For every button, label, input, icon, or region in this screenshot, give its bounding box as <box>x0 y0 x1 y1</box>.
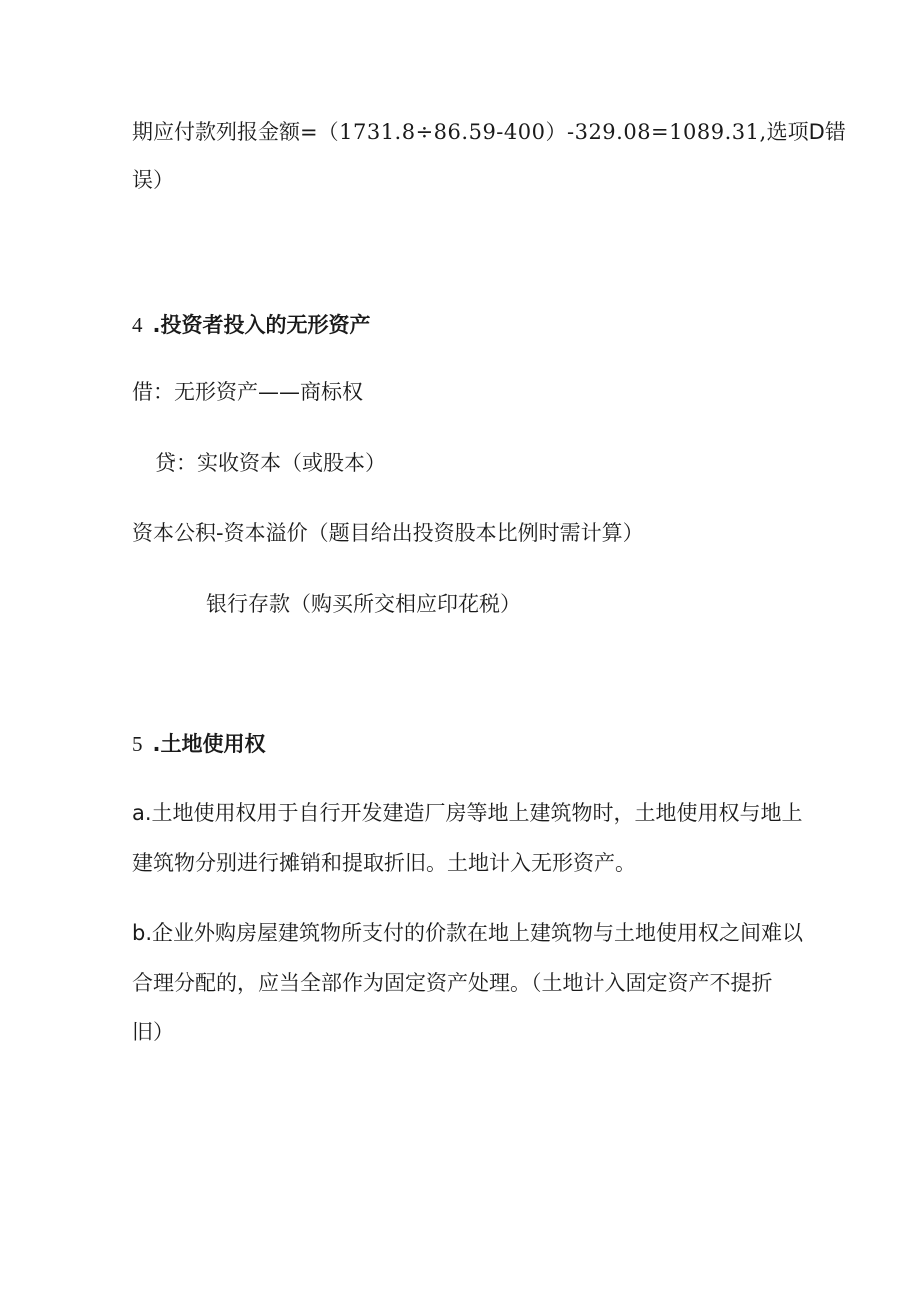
journal-entry-debit: 借：无形资产——商标权 <box>132 380 363 404</box>
paragraph-b-line: b.企业外购房屋建筑物所支付的价款在地上建筑物与土地使用权之间难以 <box>132 921 804 945</box>
formula-suffix: 选项D错 <box>766 120 846 144</box>
formula-expression: （1731.8÷86.59-400）-329.08=1089.31, <box>317 120 767 144</box>
section-heading <box>132 730 265 758</box>
formula-line-continued: 误） <box>132 168 174 192</box>
section-number: 5 <box>132 732 143 756</box>
journal-entry-capital-reserve: 资本公积-资本溢价（题目给出投资股本比例时需计算） <box>132 521 644 545</box>
journal-entry-credit: 贷：实收资本（或股本） <box>155 451 386 475</box>
section-title: .土地使用权 <box>152 732 266 756</box>
paragraph-a-line: 建筑物分别进行摊销和提取折旧。土地计入无形资产。 <box>132 851 636 875</box>
journal-entry-bank-deposit: 银行存款（购买所交相应印花税） <box>206 592 521 616</box>
section-number: 4 <box>132 313 143 337</box>
paragraph-a-line: a.土地使用权用于自行开发建造厂房等地上建筑物时，土地使用权与地上 <box>132 801 803 825</box>
paragraph-b-line: 旧） <box>132 1020 174 1044</box>
paragraph-b-line: 合理分配的，应当全部作为固定资产处理。（土地计入固定资产不提折 <box>132 971 773 995</box>
formula-line <box>132 118 846 146</box>
section-title: .投资者投入的无形资产 <box>152 313 371 337</box>
formula-prefix: 期应付款列报金额= <box>132 120 318 144</box>
section-heading <box>132 311 370 339</box>
